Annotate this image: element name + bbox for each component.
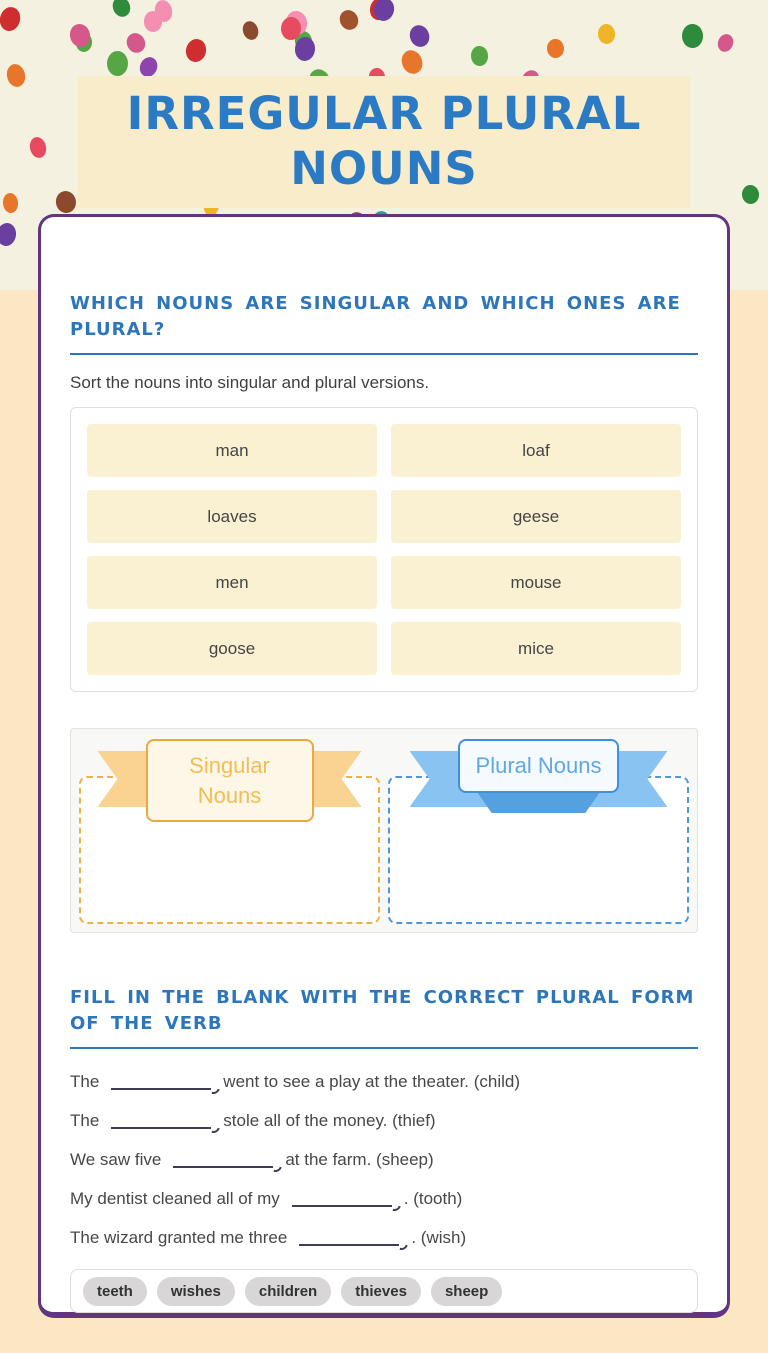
confetti-dot — [28, 136, 48, 160]
word-bank-chip[interactable]: children — [245, 1277, 331, 1306]
answer-blank[interactable] — [299, 1226, 399, 1246]
word-tile[interactable]: man — [87, 424, 377, 477]
worksheet-title: IRREGULAR PLURAL NOUNS — [126, 87, 642, 195]
confetti-dot — [184, 37, 209, 64]
confetti-dot — [597, 23, 615, 44]
sentence-after-text: stole all of the money. (thief) — [223, 1111, 436, 1130]
word-tile[interactable]: goose — [87, 622, 377, 675]
sentence-after-text: . (tooth) — [403, 1189, 463, 1208]
confetti-dot — [398, 47, 426, 77]
confetti-dot — [716, 32, 737, 54]
confetti-dot — [741, 184, 759, 204]
confetti-dot — [240, 19, 260, 42]
word-tile[interactable]: loaf — [391, 424, 681, 477]
word-bank-chip[interactable]: sheep — [431, 1277, 502, 1306]
word-bank-chip[interactable]: wishes — [157, 1277, 235, 1306]
singular-zone-wrapper — [79, 737, 380, 924]
word-tile[interactable]: geese — [391, 490, 681, 543]
section1-underline — [70, 353, 698, 355]
singular-zone-label: Singular Nouns — [146, 739, 314, 822]
confetti-dot — [106, 51, 127, 76]
sentence-before-text: We saw five — [70, 1150, 162, 1169]
confetti-dot — [470, 46, 488, 67]
sentence-before-text: My dentist cleaned all of my — [70, 1189, 280, 1208]
title-banner — [78, 76, 690, 208]
word-tile[interactable]: mouse — [391, 556, 681, 609]
sentence-after-text: . (wish) — [411, 1228, 467, 1247]
confetti-dot — [280, 16, 301, 40]
answer-blank[interactable] — [111, 1070, 211, 1090]
plural-zone-label: Plural Nouns — [458, 739, 620, 793]
confetti-dot — [5, 63, 28, 89]
answer-blank[interactable] — [111, 1109, 211, 1129]
word-tile[interactable]: mice — [391, 622, 681, 675]
word-tile[interactable]: loaves — [87, 490, 377, 543]
confetti-dot — [336, 7, 361, 33]
sentence-after-text: at the farm. (sheep) — [285, 1150, 434, 1169]
word-tiles-box — [70, 407, 698, 692]
word-bank-chip[interactable]: teeth — [83, 1277, 147, 1306]
section1-instruction: Sort the nouns into singular and plural versions. — [70, 373, 430, 392]
confetti-dot — [0, 221, 18, 247]
section2-underline — [70, 1047, 698, 1049]
section1-heading: WHICH NOUNS ARE SINGULAR AND WHICH ONES ARE PLURAL? — [70, 293, 681, 340]
confetti-dot — [54, 189, 78, 215]
word-tile[interactable]: men — [87, 556, 377, 609]
singular-ribbon — [146, 739, 314, 822]
confetti-dot — [547, 38, 565, 59]
confetti-dot — [123, 30, 148, 56]
fill-blank-sentence — [70, 1223, 698, 1245]
sentence-before-text: The wizard granted me three — [70, 1228, 288, 1247]
plural-zone-wrapper — [388, 737, 689, 924]
confetti-dot — [407, 22, 433, 49]
sentence-after-text: went to see a play at the theater. (child) — [223, 1072, 521, 1091]
answer-blank[interactable] — [292, 1187, 392, 1207]
fill-blank-sentence — [70, 1106, 698, 1128]
confetti-dot — [0, 5, 22, 34]
confetti-dot — [372, 0, 397, 24]
plural-ribbon — [458, 739, 620, 793]
confetti-dot — [144, 11, 163, 32]
answer-blank[interactable] — [173, 1148, 273, 1168]
confetti-dot — [109, 0, 132, 20]
confetti-dot — [293, 36, 315, 62]
confetti-dot — [2, 193, 19, 214]
section2-heading: FILL IN THE BLANK WITH THE CORRECT PLURAL FORM OF THE VERB — [70, 987, 695, 1034]
fill-blank-sentence — [70, 1145, 698, 1167]
sentence-before-text: The — [70, 1111, 100, 1130]
word-bank-chip[interactable]: thieves — [341, 1277, 421, 1306]
sentence-before-text: The — [70, 1072, 100, 1091]
word-bank — [70, 1269, 698, 1313]
fill-blank-sentence — [70, 1184, 698, 1206]
worksheet-card — [38, 214, 730, 1318]
sort-drop-container — [70, 728, 698, 933]
sentences-list — [70, 1067, 698, 1245]
fill-blank-sentence — [70, 1067, 698, 1089]
confetti-dot — [682, 24, 703, 48]
